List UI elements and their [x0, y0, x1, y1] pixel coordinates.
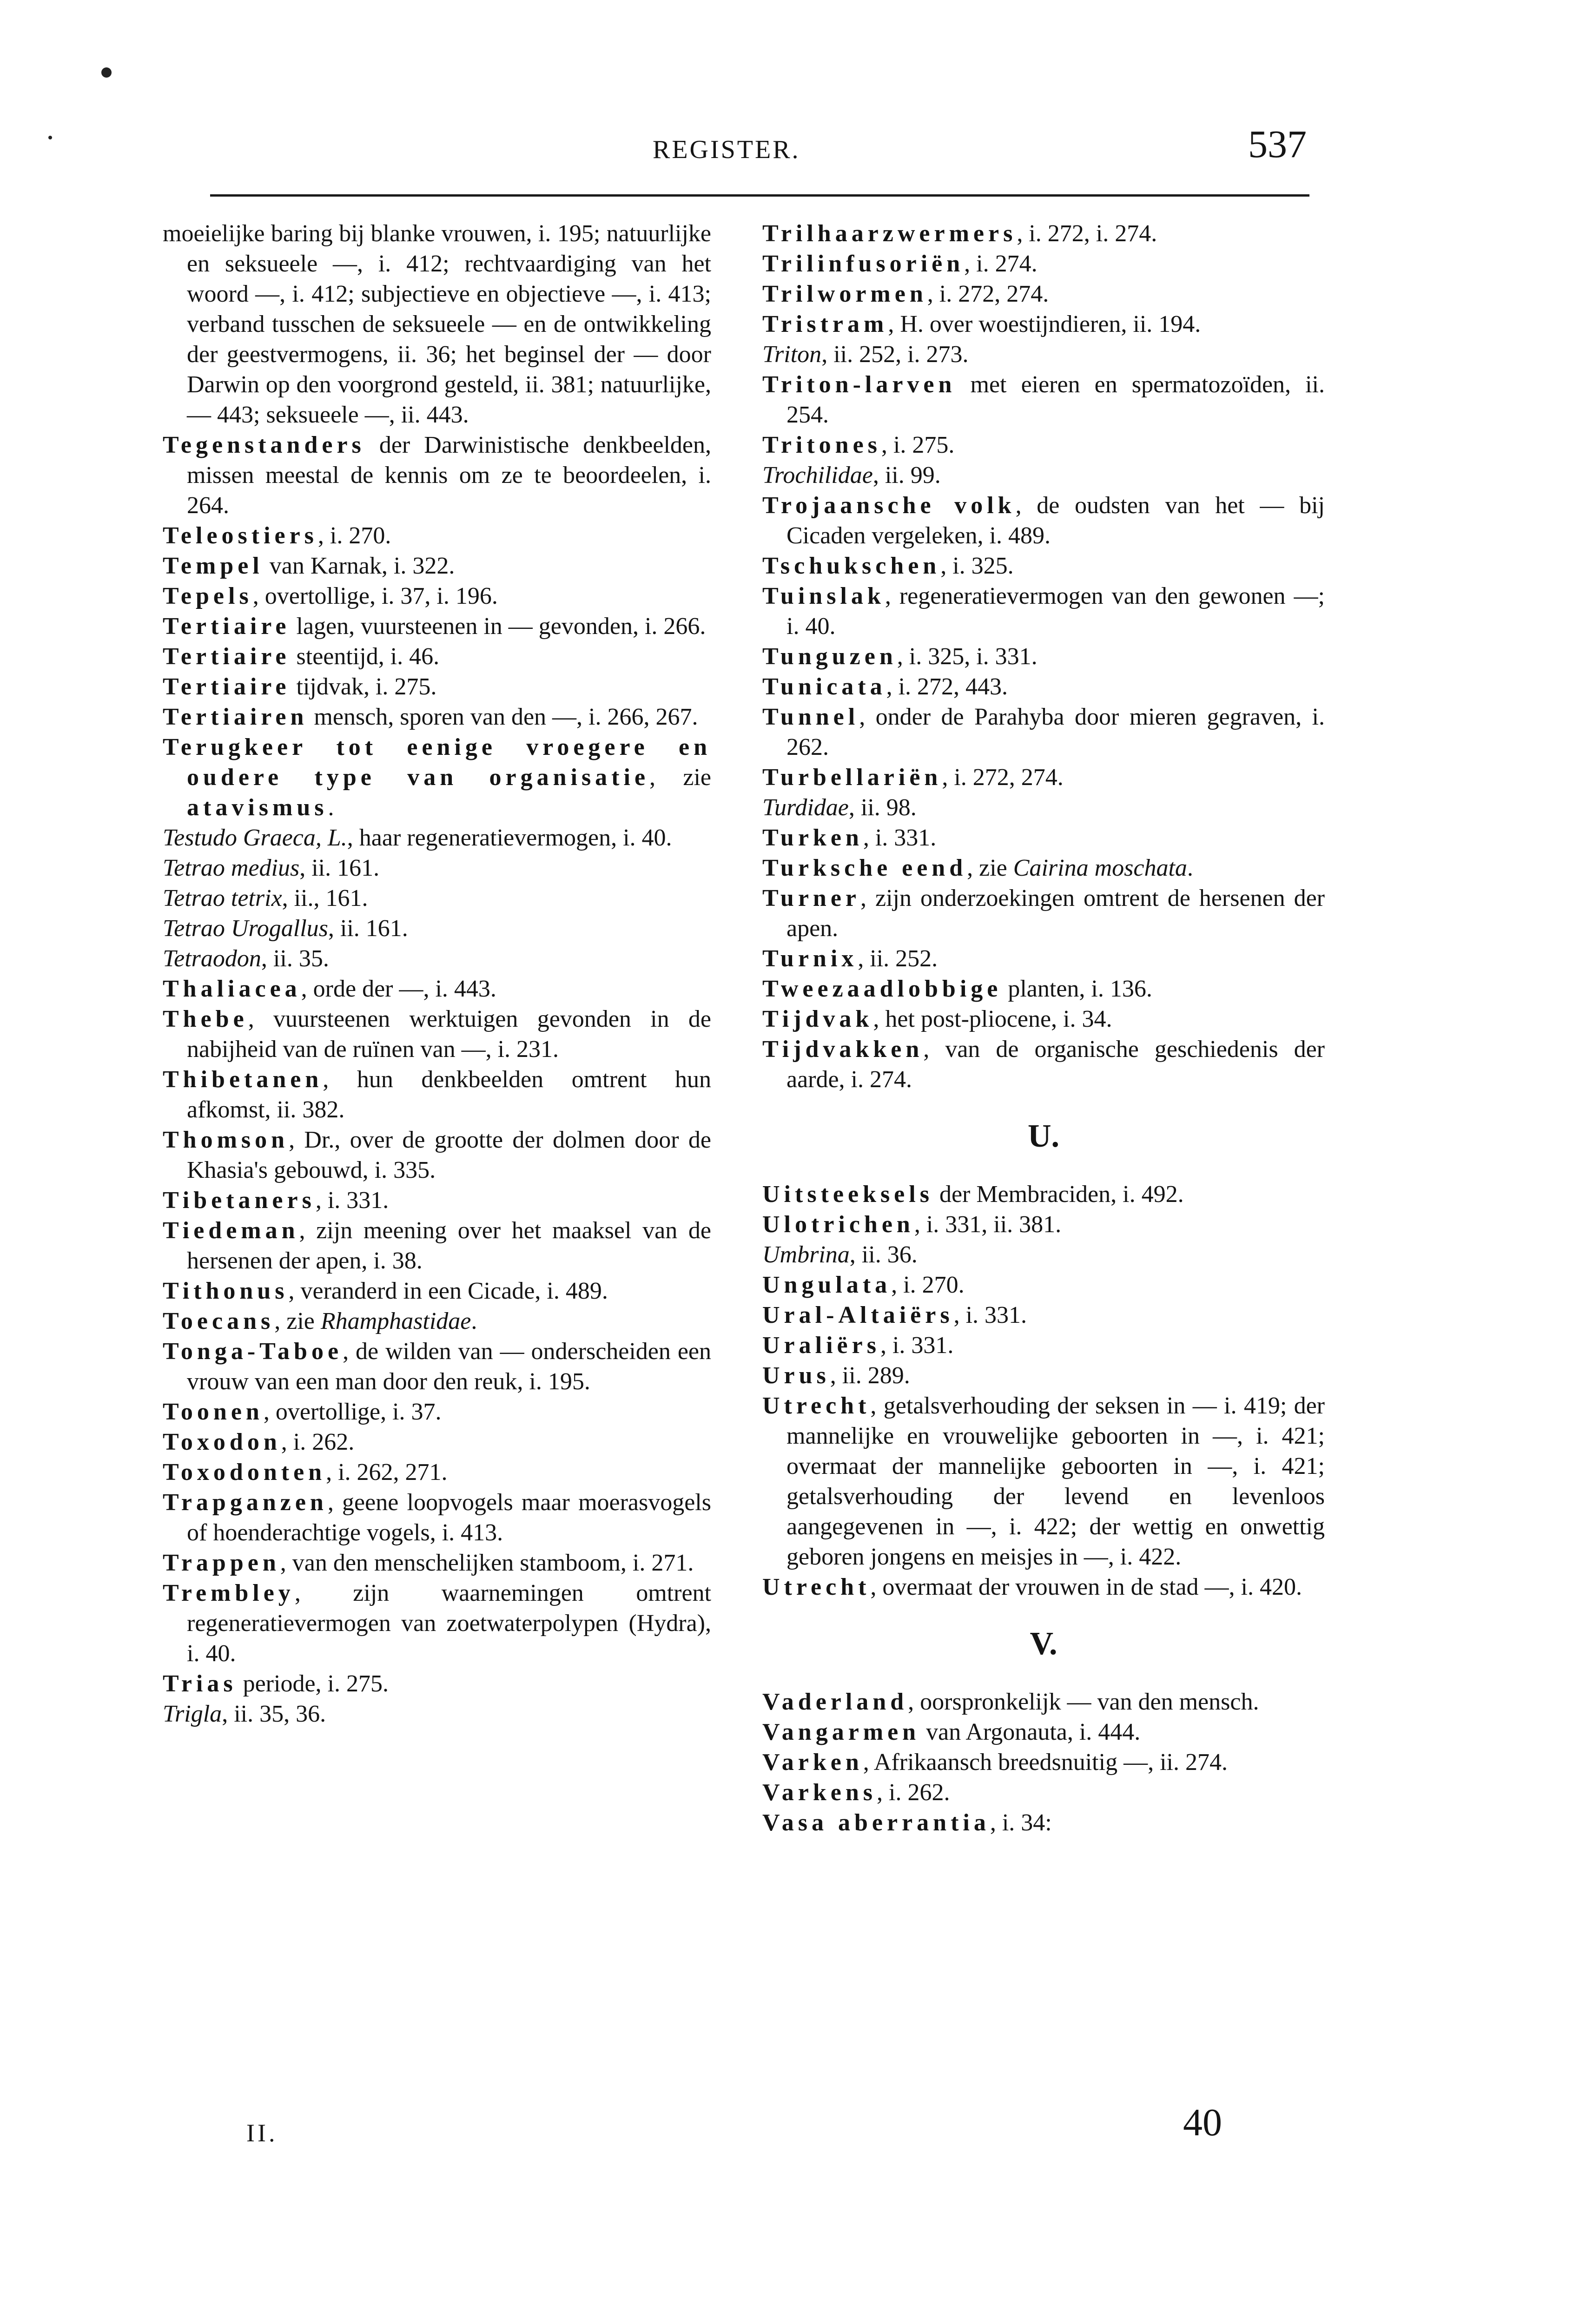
- entry-text: , ii. 99.: [872, 462, 941, 489]
- entry-list: [762, 1687, 1325, 1838]
- entry-keyword: Vaderland: [762, 1689, 908, 1715]
- index-entry: [163, 1185, 711, 1215]
- entry-text: , de oudsten van het — bij Cicaden vergeleken, i. 489.: [786, 492, 1325, 549]
- entry-keyword: Toxodonten: [163, 1459, 326, 1486]
- index-entry: [163, 641, 711, 672]
- entry-text: .: [471, 1308, 477, 1334]
- entry-text: , orde der —, i. 443.: [301, 976, 496, 1002]
- section-heading-v: V.: [1030, 1626, 1057, 1662]
- entry-keyword: Ungulata: [762, 1272, 892, 1298]
- entry-text: , vuursteenen werktuigen gevonden in de nabijheid van de ruïnen van —, i. 231.: [187, 1006, 711, 1063]
- entry-keyword: Toecans: [163, 1308, 275, 1334]
- index-entry: [762, 1777, 1325, 1808]
- entry-taxon: Cairina moschata: [1013, 855, 1187, 881]
- index-entry: [762, 581, 1325, 641]
- entry-keyword: Utrecht: [762, 1574, 871, 1600]
- entry-keyword: Tuinslak: [762, 583, 885, 609]
- entry-keyword: Tertiaire: [163, 673, 291, 700]
- entry-keyword: Tritones: [762, 432, 881, 458]
- entry-keyword: Trilwormen: [762, 281, 927, 307]
- index-entry: [762, 1391, 1325, 1572]
- index-entry: [163, 218, 711, 430]
- entry-taxon: Tetrao Urogallus: [163, 915, 328, 942]
- entry-text: van Karnak, i. 322.: [263, 553, 455, 579]
- index-entry: [163, 672, 711, 702]
- entry-list: [163, 218, 711, 1729]
- entry-text: , i. 262.: [877, 1779, 950, 1806]
- index-entry: [163, 1487, 711, 1548]
- entry-keyword: Vasa aberrantia: [762, 1809, 990, 1836]
- entry-text: , i. 270.: [891, 1272, 965, 1298]
- entry-keyword: Toxodon: [163, 1429, 281, 1455]
- index-entry: [762, 309, 1325, 339]
- index-entry: [163, 1669, 711, 1699]
- entry-text: , getalsverhouding der seksen in — i. 419; der mannelijke en vrouwelijke geboorten in —, i. 421; overmaat der mannelijke geboorten in —, i. 421; getalsverhouding der levend en levenloos aangegevenen in —, i. 422; der wettig en onwettig geboren jongens en meisjes in —, i. 422.: [786, 1393, 1325, 1570]
- index-entry: [163, 732, 711, 823]
- entry-text: , i. 325.: [940, 553, 1014, 579]
- index-entry: [762, 1034, 1325, 1095]
- entry-keyword: Uitsteeksels: [762, 1181, 933, 1208]
- entry-text: , i. 272, 443.: [886, 673, 1008, 700]
- entry-text: mensch, sporen van den —, i. 266, 267.: [308, 704, 698, 730]
- index-entry: [762, 1747, 1325, 1777]
- index-entry: [163, 1125, 711, 1185]
- index-entry: [163, 913, 711, 944]
- index-entry: [762, 460, 1325, 490]
- entry-list: [762, 218, 1325, 1095]
- entry-keyword: Trembley: [163, 1580, 295, 1606]
- entry-text: , zijn onderzoekingen omtrent de hersenen der apen.: [786, 885, 1325, 942]
- entry-keyword: Tijdvakken: [762, 1036, 924, 1063]
- index-entry: [762, 1717, 1325, 1747]
- index-entry: [762, 672, 1325, 702]
- index-entry: [762, 792, 1325, 823]
- entry-text: , zijn meening over het maaksel van de hersenen der apen, i. 38.: [187, 1217, 711, 1274]
- entry-keyword: Tschukschen: [762, 553, 941, 579]
- entry-keyword: Tijdvak: [762, 1006, 873, 1032]
- entry-taxon: Testudo Graeca, L.: [163, 825, 347, 851]
- index-entry: [762, 823, 1325, 853]
- index-entry: [762, 1209, 1325, 1240]
- index-entry: [163, 1215, 711, 1276]
- index-entry: [163, 551, 711, 581]
- index-entry: [762, 370, 1325, 430]
- entry-text: , van den menschelijken stamboom, i. 271.: [280, 1550, 694, 1576]
- entry-taxon: Rhamphastidae: [320, 1308, 471, 1334]
- entry-keyword: Varkens: [762, 1779, 877, 1806]
- index-entry: [762, 944, 1325, 974]
- index-entry: [163, 1397, 711, 1427]
- index-entry: [163, 1064, 711, 1125]
- entry-text: , i. 272, 274.: [927, 281, 1049, 307]
- entry-keyword: Triton-larven: [762, 371, 956, 398]
- entry-taxon: Trochilidae: [762, 462, 873, 489]
- entry-keyword: Thebe: [163, 1006, 248, 1032]
- entry-taxon: Tetrao tetrix: [163, 885, 282, 911]
- entry-keyword: Trappen: [163, 1550, 280, 1576]
- entry-text: , onder de Parahyba door mieren gegraven, i. 262.: [786, 704, 1325, 760]
- index-entry: [163, 1457, 711, 1487]
- entry-text: , i. 331, ii. 381.: [914, 1211, 1062, 1238]
- entry-keyword: Tepels: [163, 583, 253, 609]
- entry-keyword: Tunnel: [762, 704, 859, 730]
- entry-keyword: Tristram: [762, 311, 888, 337]
- entry-keyword: Toonen: [163, 1399, 264, 1425]
- entry-text: , Dr., over de grootte der dolmen door de Khasia's gebouwd, i. 335.: [187, 1127, 711, 1183]
- index-entry: [163, 1336, 711, 1397]
- entry-keyword: Trojaansche volk: [762, 492, 1016, 519]
- page-number: 537: [1248, 123, 1307, 166]
- entry-text: , ii. 252.: [858, 945, 938, 972]
- index-entry: [762, 279, 1325, 309]
- entry-text: , regeneratievermogen van den gewonen —; i. 40.: [786, 583, 1325, 640]
- entry-keyword: Ulotrichen: [762, 1211, 914, 1238]
- index-entry: [762, 1004, 1325, 1034]
- entry-keyword: Turner: [762, 885, 860, 911]
- index-entry: [762, 218, 1325, 249]
- entry-text: , Afrikaansch breedsnuitig —, ii. 274.: [863, 1749, 1228, 1776]
- index-entry: [163, 944, 711, 974]
- entry-keyword: Ural-Altaiërs: [762, 1302, 954, 1328]
- index-entry: [762, 551, 1325, 581]
- entry-text: , ii. 252, i. 273.: [821, 341, 969, 368]
- right-column: [762, 218, 1325, 1838]
- entry-keyword: Tonga-Taboe: [163, 1338, 343, 1365]
- index-entry: [163, 1276, 711, 1306]
- entry-text: , ii. 36.: [849, 1241, 918, 1268]
- entry-keyword: Tempel: [163, 553, 264, 579]
- entry-keyword: atavismus: [187, 794, 328, 821]
- entry-text: , i. 275.: [881, 432, 955, 458]
- entry-keyword: Tertiaire: [163, 613, 291, 640]
- entry-text: , zie: [649, 764, 712, 791]
- entry-text: .: [328, 794, 334, 821]
- entry-text: der Darwinistische denkbeelden, missen meestal de kennis om ze te beoordeelen, i. 264.: [187, 432, 711, 519]
- entry-text: moeielijke baring bij blanke vrouwen, i. 195; natuurlijke en seksueele —, i. 412; rechtvaardiging van het woord —, i. 412; subjectieve en objectieve —, i. 413; verband tusschen de seksueele — en de ontwikkeling der geestvermogens, ii. 36; het beginsel der — door Darwin op den voorgrond gesteld, ii. 381; natuurlijke, — 443; seksueele —, ii. 443.: [163, 220, 711, 428]
- entry-text: , veranderd in een Cicade, i. 489.: [288, 1278, 608, 1304]
- entry-text: .: [1187, 855, 1193, 881]
- entry-text: , i. 270.: [317, 522, 391, 549]
- entry-text: , van de organische geschiedenis der aarde, i. 274.: [786, 1036, 1325, 1093]
- entry-text: , i. 34:: [990, 1809, 1052, 1836]
- index-entry: [762, 249, 1325, 279]
- index-entry: [762, 1572, 1325, 1602]
- entry-text: met eieren en spermatozoïden, ii. 254.: [786, 371, 1325, 428]
- entry-keyword: Tegenstanders: [163, 432, 365, 458]
- index-entry: [762, 1270, 1325, 1300]
- entry-text: , i. 262, 271.: [326, 1459, 448, 1486]
- index-entry: [762, 1808, 1325, 1838]
- entry-text: , H. over woestijndieren, ii. 194.: [888, 311, 1201, 337]
- entry-text: , de wilden van — onderscheiden een vrouw van een man door den reuk, i. 195.: [187, 1338, 711, 1395]
- entry-taxon: Trigla: [163, 1701, 222, 1727]
- entry-taxon: Turdidae: [762, 794, 849, 821]
- index-entry: [762, 1360, 1325, 1391]
- index-entry: [163, 1578, 711, 1669]
- entry-taxon: Tetraodon: [163, 945, 261, 972]
- index-entry: [762, 853, 1325, 883]
- volume-marker: II.: [246, 2119, 278, 2147]
- entry-list: [762, 1179, 1325, 1602]
- entry-text: steentijd, i. 46.: [290, 643, 440, 670]
- entry-keyword: Thomson: [163, 1127, 289, 1153]
- entry-text: , i. 274.: [964, 251, 1038, 277]
- entry-keyword: Turbellariën: [762, 764, 942, 791]
- entry-keyword: Tweezaadlobbige: [762, 976, 1002, 1002]
- index-entry: [762, 490, 1325, 551]
- entry-text: der Membraciden, i. 492.: [933, 1181, 1184, 1208]
- entry-text: , i. 325, i. 331.: [897, 643, 1038, 670]
- entry-text: , oorspronkelijk — van den mensch.: [908, 1689, 1259, 1715]
- entry-text: , zie: [967, 855, 1013, 881]
- entry-keyword: Urus: [762, 1362, 830, 1389]
- running-head: REGISTER.: [653, 135, 800, 164]
- index-entry: [163, 611, 711, 641]
- index-entry: [163, 883, 711, 913]
- entry-text: , ii. 289.: [830, 1362, 910, 1389]
- entry-keyword: Tibetaners: [163, 1187, 316, 1214]
- left-column: [163, 218, 711, 1729]
- index-entry: [163, 1548, 711, 1578]
- entry-keyword: Tithonus: [163, 1278, 289, 1304]
- entry-keyword: Trilinfusoriën: [762, 251, 965, 277]
- index-entry: [762, 1687, 1325, 1717]
- entry-text: , hun denkbeelden omtrent hun afkomst, ii. 382.: [187, 1066, 711, 1123]
- entry-text: , het post-pliocene, i. 34.: [873, 1006, 1112, 1032]
- entry-text: periode, i. 275.: [237, 1670, 389, 1697]
- entry-text: , overtollige, i. 37.: [263, 1399, 442, 1425]
- index-entry: [163, 1699, 711, 1729]
- index-entry: [762, 641, 1325, 672]
- entry-text: , ii., 161.: [282, 885, 368, 911]
- entry-text: , i. 331.: [863, 825, 937, 851]
- entry-text: , i. 331.: [315, 1187, 389, 1214]
- entry-text: , zie: [274, 1308, 321, 1334]
- entry-text: , overtollige, i. 37, i. 196.: [252, 583, 498, 609]
- entry-text: , i. 272, i. 274.: [1017, 220, 1157, 247]
- entry-text: , ii. 98.: [848, 794, 917, 821]
- entry-taxon: Triton: [762, 341, 822, 368]
- entry-keyword: Tiedeman: [163, 1217, 299, 1244]
- entry-keyword: Terugkeer tot eenige vroegere en oudere type van organisatie: [163, 734, 711, 791]
- index-entry: [762, 339, 1325, 370]
- index-entry: [762, 702, 1325, 762]
- entry-text: , ii. 35, 36.: [222, 1701, 326, 1727]
- index-entry: [762, 430, 1325, 460]
- entry-keyword: Thaliacea: [163, 976, 301, 1002]
- entry-text: , i. 331.: [953, 1302, 1027, 1328]
- entry-taxon: Umbrina: [762, 1241, 850, 1268]
- signature-number: 40: [1183, 2101, 1222, 2144]
- index-entry: [762, 1300, 1325, 1330]
- index-entry: [762, 974, 1325, 1004]
- entry-text: , geene loopvogels maar moerasvogels of hoenderachtige vogels, i. 413.: [187, 1489, 711, 1546]
- entry-keyword: Tertiaire: [163, 643, 291, 670]
- header-rule: [210, 194, 1309, 197]
- entry-keyword: Trapganzen: [163, 1489, 328, 1516]
- entry-keyword: Trilhaarzwermers: [762, 220, 1017, 247]
- index-entry: [163, 1004, 711, 1064]
- entry-keyword: Thibetanen: [163, 1066, 323, 1093]
- entry-text: van Argonauta, i. 444.: [920, 1719, 1141, 1745]
- entry-keyword: Turksche eend: [762, 855, 967, 881]
- entry-keyword: Tunguzen: [762, 643, 897, 670]
- index-entry: [163, 823, 711, 853]
- entry-keyword: Turken: [762, 825, 863, 851]
- entry-text: , i. 272, 274.: [942, 764, 1064, 791]
- entry-text: , zijn waarnemingen omtrent regeneratievermogen van zoetwaterpolypen (Hydra), i. 40.: [187, 1580, 711, 1667]
- index-entry: [163, 702, 711, 732]
- index-entry: [762, 1330, 1325, 1360]
- entry-text: , overmaat der vrouwen in de stad —, i. 420.: [870, 1574, 1302, 1600]
- index-entry: [762, 1240, 1325, 1270]
- ink-speck: [48, 136, 52, 139]
- entry-text: , ii. 161.: [299, 855, 380, 881]
- entry-text: , ii. 161.: [328, 915, 408, 942]
- entry-text: tijdvak, i. 275.: [290, 673, 437, 700]
- entry-text: , i. 331.: [880, 1332, 954, 1359]
- entry-text: lagen, vuursteenen in — gevonden, i. 266.: [290, 613, 706, 640]
- entry-keyword: Teleostiers: [163, 522, 318, 549]
- ink-speck: [101, 67, 112, 78]
- entry-keyword: Utrecht: [762, 1393, 871, 1419]
- entry-text: , i. 262.: [281, 1429, 355, 1455]
- index-entry: [163, 974, 711, 1004]
- entry-keyword: Trias: [163, 1670, 237, 1697]
- entry-keyword: Uraliërs: [762, 1332, 880, 1359]
- entry-keyword: Varken: [762, 1749, 863, 1776]
- entry-keyword: Tunicata: [762, 673, 886, 700]
- entry-keyword: Tertiairen: [163, 704, 308, 730]
- index-entry: [762, 1179, 1325, 1209]
- index-entry: [163, 430, 711, 521]
- entry-keyword: Vangarmen: [762, 1719, 920, 1745]
- index-entry: [762, 883, 1325, 944]
- index-entry: [762, 762, 1325, 792]
- index-entry: [163, 581, 711, 611]
- index-entry: [163, 521, 711, 551]
- index-entry: [163, 1427, 711, 1457]
- index-entry: [163, 853, 711, 883]
- entry-text: planten, i. 136.: [1002, 976, 1152, 1002]
- entry-text: , haar regeneratievermogen, i. 40.: [347, 825, 672, 851]
- section-heading-u: U.: [1027, 1118, 1060, 1154]
- entry-text: , ii. 35.: [261, 945, 329, 972]
- index-entry: [163, 1306, 711, 1336]
- entry-taxon: Tetrao medius: [163, 855, 300, 881]
- entry-keyword: Turnix: [762, 945, 858, 972]
